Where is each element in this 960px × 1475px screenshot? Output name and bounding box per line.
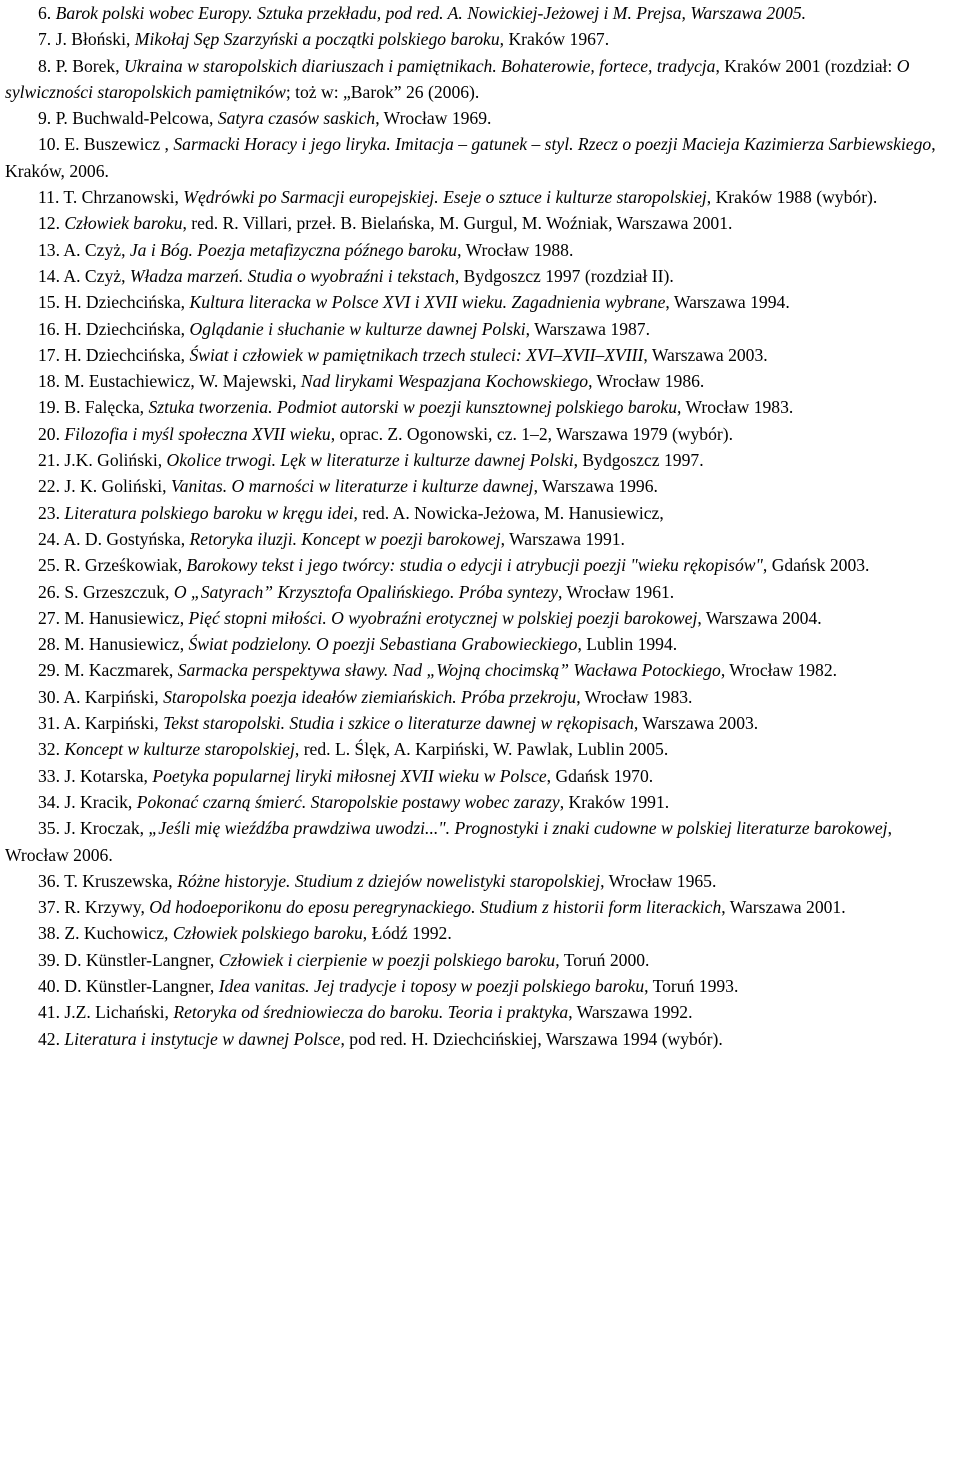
entry-title-text: O „Satyrach” Krzysztofa Opalińskiego. Próba syntezy	[173, 581, 558, 602]
entry-text: 7. J. Błoński,	[38, 29, 135, 50]
bibliography-entry	[5, 421, 955, 447]
bibliography-entry	[5, 263, 955, 289]
entry-title-text: Świat i człowiek w pamiętnikach trzech stuleci: XVI–XVII–XVIII	[189, 344, 644, 365]
entry-text: 16. H. Dziechcińska,	[38, 318, 190, 339]
entry-text: ; toż w: „Barok” 26 (2006).	[285, 81, 480, 102]
entry-text: 17. H. Dziechcińska,	[38, 344, 190, 365]
entry-title-text: Literatura polskiego baroku w kręgu idei	[64, 502, 354, 523]
entry-text: , Wrocław 2006.	[5, 818, 892, 865]
entry-title-text: Oglądanie i słuchanie w kulturze dawnej Polski	[189, 318, 526, 339]
entry-title-text: Retoryka od średniowiecza do baroku. Teoria i praktyka	[173, 1002, 569, 1023]
entry-text: 11. T. Chrzanowski,	[38, 187, 184, 208]
entry-title-text: Pokonać czarną śmierć. Staropolskie postawy wobec zarazy	[136, 791, 560, 812]
entry-text: , Kraków 1988 (wybór).	[706, 187, 878, 208]
bibliography-entry	[5, 210, 955, 236]
entry-title-text: Literatura i instytucje w dawnej Polsce	[64, 1028, 341, 1049]
entry-text: , Wrocław 1983.	[677, 397, 794, 418]
entry-text: , Warszawa 1987.	[525, 318, 650, 339]
entry-title-text: „Jeśli mię wieźdźba prawdziwa uwodzi...". Prognostyki i znaki cudowne w polskiej literaturze barokowej	[148, 818, 888, 839]
entry-title-text: Sarmacki Horacy i jego liryka. Imitacja – gatunek – styl. Rzecz o poezji Macieja Kazimierza Sarbiewskiego	[173, 134, 932, 155]
entry-text: 30. A. Karpiński,	[38, 686, 164, 707]
entry-title-text: Człowiek baroku	[64, 213, 183, 234]
entry-title-text: Sarmacka perspektywa sławy. Nad „Wojną chocimską” Wacława Potockiego	[177, 660, 721, 681]
entry-text: 10. E. Buszewicz ,	[38, 134, 174, 155]
entry-text: 22. J. K. Goliński,	[38, 476, 171, 497]
bibliography-entry	[5, 657, 955, 683]
entry-text: , Warszawa 1996.	[533, 476, 658, 497]
bibliography-entry	[5, 552, 955, 578]
entry-text: , Wrocław 1982.	[720, 660, 838, 681]
entry-text: 12.	[38, 213, 65, 234]
bibliography-entry	[5, 131, 955, 184]
bibliography-entry	[5, 1026, 955, 1052]
entry-text: , Bydgoszcz 1997 (rozdział II).	[454, 265, 674, 286]
bibliography-entry	[5, 868, 955, 894]
entry-text: , Warszawa 1992.	[568, 1002, 693, 1023]
bibliography-entry	[5, 920, 955, 946]
entry-text: , Warszawa 1994.	[665, 292, 790, 313]
entry-title-text: Pięć stopni miłości. O wyobraźni erotycznej w polskiej poezji barokowej	[188, 607, 698, 628]
entry-title-text: Władza marzeń. Studia o wyobraźni i tekstach	[129, 265, 455, 286]
bibliography-entry	[5, 53, 955, 106]
bibliography-entry	[5, 999, 955, 1025]
bibliography-entry	[5, 579, 955, 605]
entry-title-text: Wędrówki po Sarmacji europejskiej. Eseje o sztuce i kulturze staropolskiej	[183, 187, 707, 208]
entry-text: , Kraków 1967.	[499, 29, 610, 50]
entry-title-text: Świat podzielony. O poezji Sebastiana Grabowieckiego	[188, 634, 578, 655]
bibliography-entry	[5, 316, 955, 342]
entry-title-text: Koncept w kulturze staropolskiej	[64, 739, 295, 760]
entry-text: 40. D. Künstler-Langner,	[38, 975, 219, 996]
entry-text: , Wrocław 1965.	[600, 870, 717, 891]
entry-text: , Warszawa 2001.	[721, 897, 846, 918]
entry-text: 26. S. Grzeszczuk,	[38, 581, 174, 602]
entry-text: 31. A. Karpiński,	[38, 713, 164, 734]
entry-title-text: Vanitas. O marności w literaturze i kulturze dawnej	[170, 476, 534, 497]
entry-text: 38. Z. Kuchowicz,	[38, 923, 173, 944]
entry-title-text: Nad lirykami Wespazjana Kochowskiego	[300, 371, 589, 392]
bibliography-entry	[5, 763, 955, 789]
bibliography-entry	[5, 105, 955, 131]
entry-text: , Lublin 1994.	[577, 634, 678, 655]
entry-text: 32.	[38, 739, 65, 760]
entry-text: 13. A. Czyż,	[38, 239, 130, 260]
bibliography-entry	[5, 947, 955, 973]
entry-text: , Toruń 1993.	[644, 975, 739, 996]
bibliography-entry	[5, 684, 955, 710]
entry-text: , red. R. Villari, przeł. B. Bielańska, M. Gurgul, M. Woźniak, Warszawa 2001.	[182, 213, 733, 234]
bibliography-entry	[5, 736, 955, 762]
entry-text: 27. M. Hanusiewicz,	[38, 607, 189, 628]
entry-text: 23.	[38, 502, 65, 523]
bibliography-entry	[5, 0, 955, 26]
entry-title-text: Kultura literacka w Polsce XVI i XVII wieku. Zagadnienia wybrane	[189, 292, 666, 313]
bibliography-entry	[5, 342, 955, 368]
entry-title-text: Różne historyje. Studium z dziejów nowelistyki staropolskiej	[177, 870, 601, 891]
bibliography-entry	[5, 394, 955, 420]
bibliography-entry	[5, 473, 955, 499]
bibliography-entry	[5, 973, 955, 999]
entry-text: 37. R. Krzywy,	[38, 897, 150, 918]
entry-title-text: Okolice trwogi. Lęk w literaturze i kulturze dawnej Polski	[166, 450, 574, 471]
entry-text: , Wrocław 1988.	[457, 239, 574, 260]
entry-text: , oprac. Z. Ogonowski, cz. 1–2, Warszawa 1979 (wybór).	[330, 423, 734, 444]
bibliography-entry	[5, 289, 955, 315]
entry-text: , Wrocław 1983.	[576, 686, 693, 707]
entry-text: , Łódź 1992.	[362, 923, 452, 944]
bibliography-entry	[5, 605, 955, 631]
entry-title-text: Tekst staropolski. Studia i szkice o literaturze dawnej w rękopisach	[163, 713, 634, 734]
entry-text: 24. A. D. Gostyńska,	[38, 528, 190, 549]
entry-text: , Kraków 1991.	[559, 791, 670, 812]
entry-text: , red. L. Ślęk, A. Karpiński, W. Pawlak, Lublin 2005.	[294, 739, 669, 760]
bibliography-entry	[5, 710, 955, 736]
entry-title-text: Barokowy tekst i jego twórcy: studia o edycji i atrybucji poezji "wieku rękopisów"	[186, 555, 763, 576]
entry-text: , Warszawa 1991.	[500, 528, 625, 549]
entry-title-text: Satyra czasów saskich	[217, 108, 376, 129]
entry-text: , Wrocław 1961.	[557, 581, 675, 602]
entry-title-text: Sztuka tworzenia. Podmiot autorski w poezji kunsztownej polskiego baroku	[148, 397, 678, 418]
entry-text: 36. T. Kruszewska,	[38, 870, 178, 891]
bibliography-list	[5, 0, 955, 1052]
bibliography-entry	[5, 184, 955, 210]
entry-text: , Kraków 2001 (rozdział:	[715, 55, 897, 76]
bibliography-entry	[5, 526, 955, 552]
entry-text: , Wrocław 1969.	[375, 108, 492, 129]
entry-text: 25. R. Grześkowiak,	[38, 555, 187, 576]
bibliography-entry	[5, 237, 955, 263]
bibliography-entry	[5, 368, 955, 394]
entry-text: 8. P. Borek,	[38, 55, 125, 76]
bibliography-entry	[5, 789, 955, 815]
entry-text: 29. M. Kaczmarek,	[38, 660, 178, 681]
entry-text: , red. A. Nowicka-Jeżowa, M. Hanusiewicz,	[353, 502, 664, 523]
entry-text: 19. B. Falęcka,	[38, 397, 149, 418]
entry-title-text: Poetyka popularnej liryki miłosnej XVII wieku w Polsce	[152, 765, 547, 786]
bibliography-entry	[5, 500, 955, 526]
entry-title-text: Filozofia i myśl społeczna XVII wieku	[64, 423, 331, 444]
entry-text: , Kraków, 2006.	[5, 134, 936, 181]
entry-title-text: Staropolska poezja ideałów ziemiańskich. Próba przekroju	[163, 686, 577, 707]
entry-title-text: Idea vanitas. Jej tradycje i toposy w poezji polskiego baroku	[218, 975, 645, 996]
entry-text: 28. M. Hanusiewicz,	[38, 634, 189, 655]
entry-title-text: Człowiek i cierpienie w poezji polskiego baroku	[218, 949, 556, 970]
entry-text: , Gdańsk 1970.	[546, 765, 654, 786]
entry-text: , Warszawa 2003.	[643, 344, 768, 365]
entry-title-text: Barok polski wobec Europy. Sztuka przekładu, pod red. A. Nowickiej-Jeżowej i M. Prejsa, Warszawa 2005.	[55, 3, 807, 23]
entry-text: , Toruń 2000.	[555, 949, 650, 970]
bibliography-entry	[5, 894, 955, 920]
bibliography-entry	[5, 631, 955, 657]
entry-text: 35. J. Kroczak,	[38, 818, 149, 839]
entry-text: 34. J. Kracik,	[38, 791, 137, 812]
entry-text: , Gdańsk 2003.	[762, 555, 870, 576]
entry-text: 15. H. Dziechcińska,	[38, 292, 190, 313]
entry-text: 6.	[38, 3, 56, 23]
entry-text: , Bydgoszcz 1997.	[573, 450, 704, 471]
entry-title-text: Ukraina w staropolskich diariuszach i pamiętnikach. Bohaterowie, fortece, tradycja	[124, 55, 716, 76]
entry-text: 14. A. Czyż,	[38, 265, 130, 286]
entry-title-text: Od hodoeporikonu do eposu peregrynackiego. Studium z historii form literackich	[149, 897, 722, 918]
entry-title-text: O sylwiczności staropolskich pamiętników	[5, 55, 910, 102]
entry-text: , Warszawa 2004.	[697, 607, 822, 628]
entry-title-text: Mikołaj Sęp Szarzyński a początki polskiego baroku	[134, 29, 500, 50]
entry-text: 21. J.K. Goliński,	[38, 450, 167, 471]
entry-text: 42.	[38, 1028, 65, 1049]
entry-title-text: Ja i Bóg. Poezja metafizyczna późnego baroku	[129, 239, 458, 260]
entry-text: 20.	[38, 423, 65, 444]
entry-text: 39. D. Künstler-Langner,	[38, 949, 219, 970]
entry-text: , Warszawa 2003.	[633, 713, 759, 734]
entry-title-text: Retoryka iluzji. Koncept w poezji barokowej	[189, 528, 501, 549]
entry-text: 18. M. Eustachiewicz, W. Majewski,	[38, 371, 301, 392]
entry-title-text: Człowiek polskiego baroku	[172, 923, 363, 944]
entry-text: , pod red. H. Dziechcińskiej, Warszawa 1994 (wybór).	[340, 1028, 723, 1049]
entry-text: , Wrocław 1986.	[588, 371, 705, 392]
bibliography-entry	[5, 26, 955, 52]
bibliography-entry	[5, 815, 955, 868]
entry-text: 9. P. Buchwald-Pelcowa,	[38, 108, 218, 129]
bibliography-entry	[5, 447, 955, 473]
entry-text: 33. J. Kotarska,	[38, 765, 153, 786]
entry-text: 41. J.Z. Lichański,	[38, 1002, 174, 1023]
